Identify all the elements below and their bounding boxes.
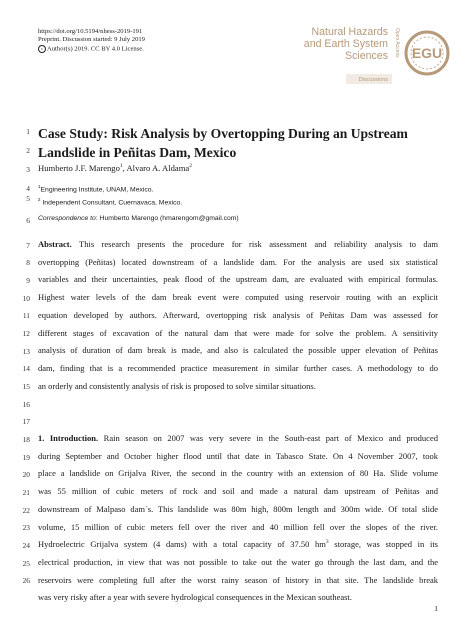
author-1: Humberto J.F. Marengo (38, 163, 120, 173)
correspondence (38, 215, 239, 222)
author-1-affil: 1 (119, 163, 123, 170)
line-number: 22 (22, 506, 30, 515)
intro-text: Rain season on 2007 was very severe in the South-east part of Mexico and produced (98, 433, 438, 443)
preprint-header (38, 28, 145, 54)
intro-text: storage, was stopped in its (328, 539, 438, 550)
abstract-line: an orderly and consistently analysis of risk is proposed to solve similar situations. (38, 380, 316, 391)
license-line (38, 45, 145, 54)
introduction-heading: 1. Introduction. (38, 433, 99, 443)
line-number: 12 (22, 329, 30, 338)
page-number: 1 (434, 604, 438, 613)
abstract-line: analysis of duration of dam break is made, and also is calculated the possible upper elevation of Peñitas (38, 345, 438, 356)
intro-line: downstream of Malpaso dam´s. This landslide was 80m high, 800m length and 300m wide. Of total slide (38, 503, 438, 514)
line-number: 26 (22, 576, 30, 585)
line-number: 5 (26, 194, 30, 203)
intro-line: reservoirs were completing full after the worst rainy season of history in that site. The landslide break (38, 574, 438, 585)
line-number: 4 (26, 184, 30, 193)
egu-logo-text: EGU (411, 45, 443, 61)
line-number: 2 (26, 146, 30, 155)
journal-name (304, 26, 388, 63)
line-number: 10 (22, 294, 30, 303)
line-number: 14 (22, 364, 30, 373)
line-number: 1 (26, 127, 30, 136)
journal-line-1: Natural Hazards (311, 26, 388, 38)
cubic-superscript: 3 (325, 539, 329, 546)
intro-text: Hydroelectric Grijalva system (4 dams) with a total capacity of 37.50 hm (38, 539, 326, 550)
intro-line: was very risky after a year with severe hydrological consequences in the Mexican southeast. (38, 592, 352, 603)
journal-line-3: Sciences (345, 50, 388, 63)
intro-line: volume, 15 million of cubic meters fell over the river and 40 million fell over the slopes of the river. (38, 521, 438, 532)
abstract-line: Highest water levels of the dam break event were computed using reservoir routing with an explicit (38, 292, 438, 303)
affiliation-1 (38, 182, 182, 195)
open-access-text: Open Access (394, 28, 400, 58)
line-number: 11 (22, 311, 30, 320)
abstract-line: dam, finding that is a recommended practice measurement in similar further cases. A methodology to do (38, 362, 438, 373)
journal-header (292, 26, 452, 88)
author-list (38, 163, 192, 173)
doi-link[interactable]: https://doi.org/10.5194/nhess-2019-191 (38, 28, 143, 35)
preprint-date: Preprint. Discussion started: 9 July 2019 (38, 36, 145, 44)
abstract-heading: Abstract. (38, 239, 72, 249)
line-number: 24 (22, 541, 30, 550)
abstract-line: equation developed by authors. Afterward, overtopping risk analysis of Peñitas Dam was assessed for (38, 309, 438, 320)
abstract-line: overtopping (Peñitas) located downstream of a landslide dam. For the analysis are used six statistical (38, 256, 438, 267)
correspondence-email[interactable]: : Humberto Marengo (hmarengom@gmail.com) (95, 215, 239, 222)
correspondence-label: Correspondence to (38, 215, 96, 222)
intro-line: was 55 million of cubic meters of rock and soil and made a natural dam upstream of Peñitas and (38, 486, 438, 497)
affiliation-2 (38, 195, 182, 208)
intro-line: place a landslide on Grijalva River, the second in the country with an extension of 80 Ha. Slide volume (38, 468, 438, 479)
line-number: 15 (22, 382, 30, 391)
journal-line-2: and Earth System (303, 38, 388, 51)
abstract-line: variables and their uncertainties, peak flood of the upstream dam, are evaluated with empirical formulas. (38, 274, 438, 285)
intro-line (38, 539, 438, 550)
intro-line: during September and October higher flood until that date in Tabasco State. On 4 November 2007, took (38, 450, 438, 461)
discussions-label: Discussions (358, 77, 388, 83)
line-number: 7 (26, 241, 30, 250)
line-number: 9 (26, 276, 30, 285)
line-number: 21 (22, 488, 30, 497)
license-text: Author(s) 2019. CC BY 4.0 License. (47, 45, 144, 53)
line-number: 25 (22, 559, 30, 568)
affiliation-2-text: Independent Consultant, Cuernavaca, Mexico. (40, 199, 183, 207)
line-number: 20 (22, 470, 30, 479)
line-number: 19 (22, 453, 30, 462)
abstract-text: This research presents the procedure for risk assessment and reliability analysis to dam (71, 239, 438, 249)
affiliations (38, 182, 182, 209)
author-2: , Alvaro A. Aldama (122, 163, 190, 173)
title-line-1: Case Study: Risk Analysis by Overtopping During an Upstream (38, 126, 408, 141)
line-number: 13 (22, 347, 30, 356)
paper-title (38, 124, 448, 162)
egu-logo-icon (404, 30, 450, 76)
title-line-2: Landslide in Peñitas Dam, Mexico (38, 145, 237, 160)
affiliation-2-mark: 2 (38, 197, 41, 203)
line-number: 3 (26, 165, 30, 174)
affiliation-1-mark: 1 (38, 184, 41, 189)
line-number: 17 (22, 417, 30, 426)
abstract-line: different stages of excavation of the natural dam that were made for solve the problem. A sensitivity (38, 327, 438, 338)
intro-line: electrical production, in view that was not possible to take out the water go through the last dam, and the (38, 556, 438, 567)
abstract-line (38, 239, 438, 250)
line-number: 23 (22, 523, 30, 532)
affiliation-1-text: Engineering Institute, UNAM, Mexico. (40, 186, 154, 194)
line-number: 18 (22, 435, 30, 444)
line-number: 16 (22, 400, 30, 409)
author-2-affil: 2 (189, 163, 192, 170)
intro-line (38, 433, 438, 444)
line-number: 8 (26, 258, 30, 267)
copyright-icon: c (38, 45, 46, 53)
line-number: 6 (26, 216, 30, 225)
open-access-label (392, 28, 400, 76)
